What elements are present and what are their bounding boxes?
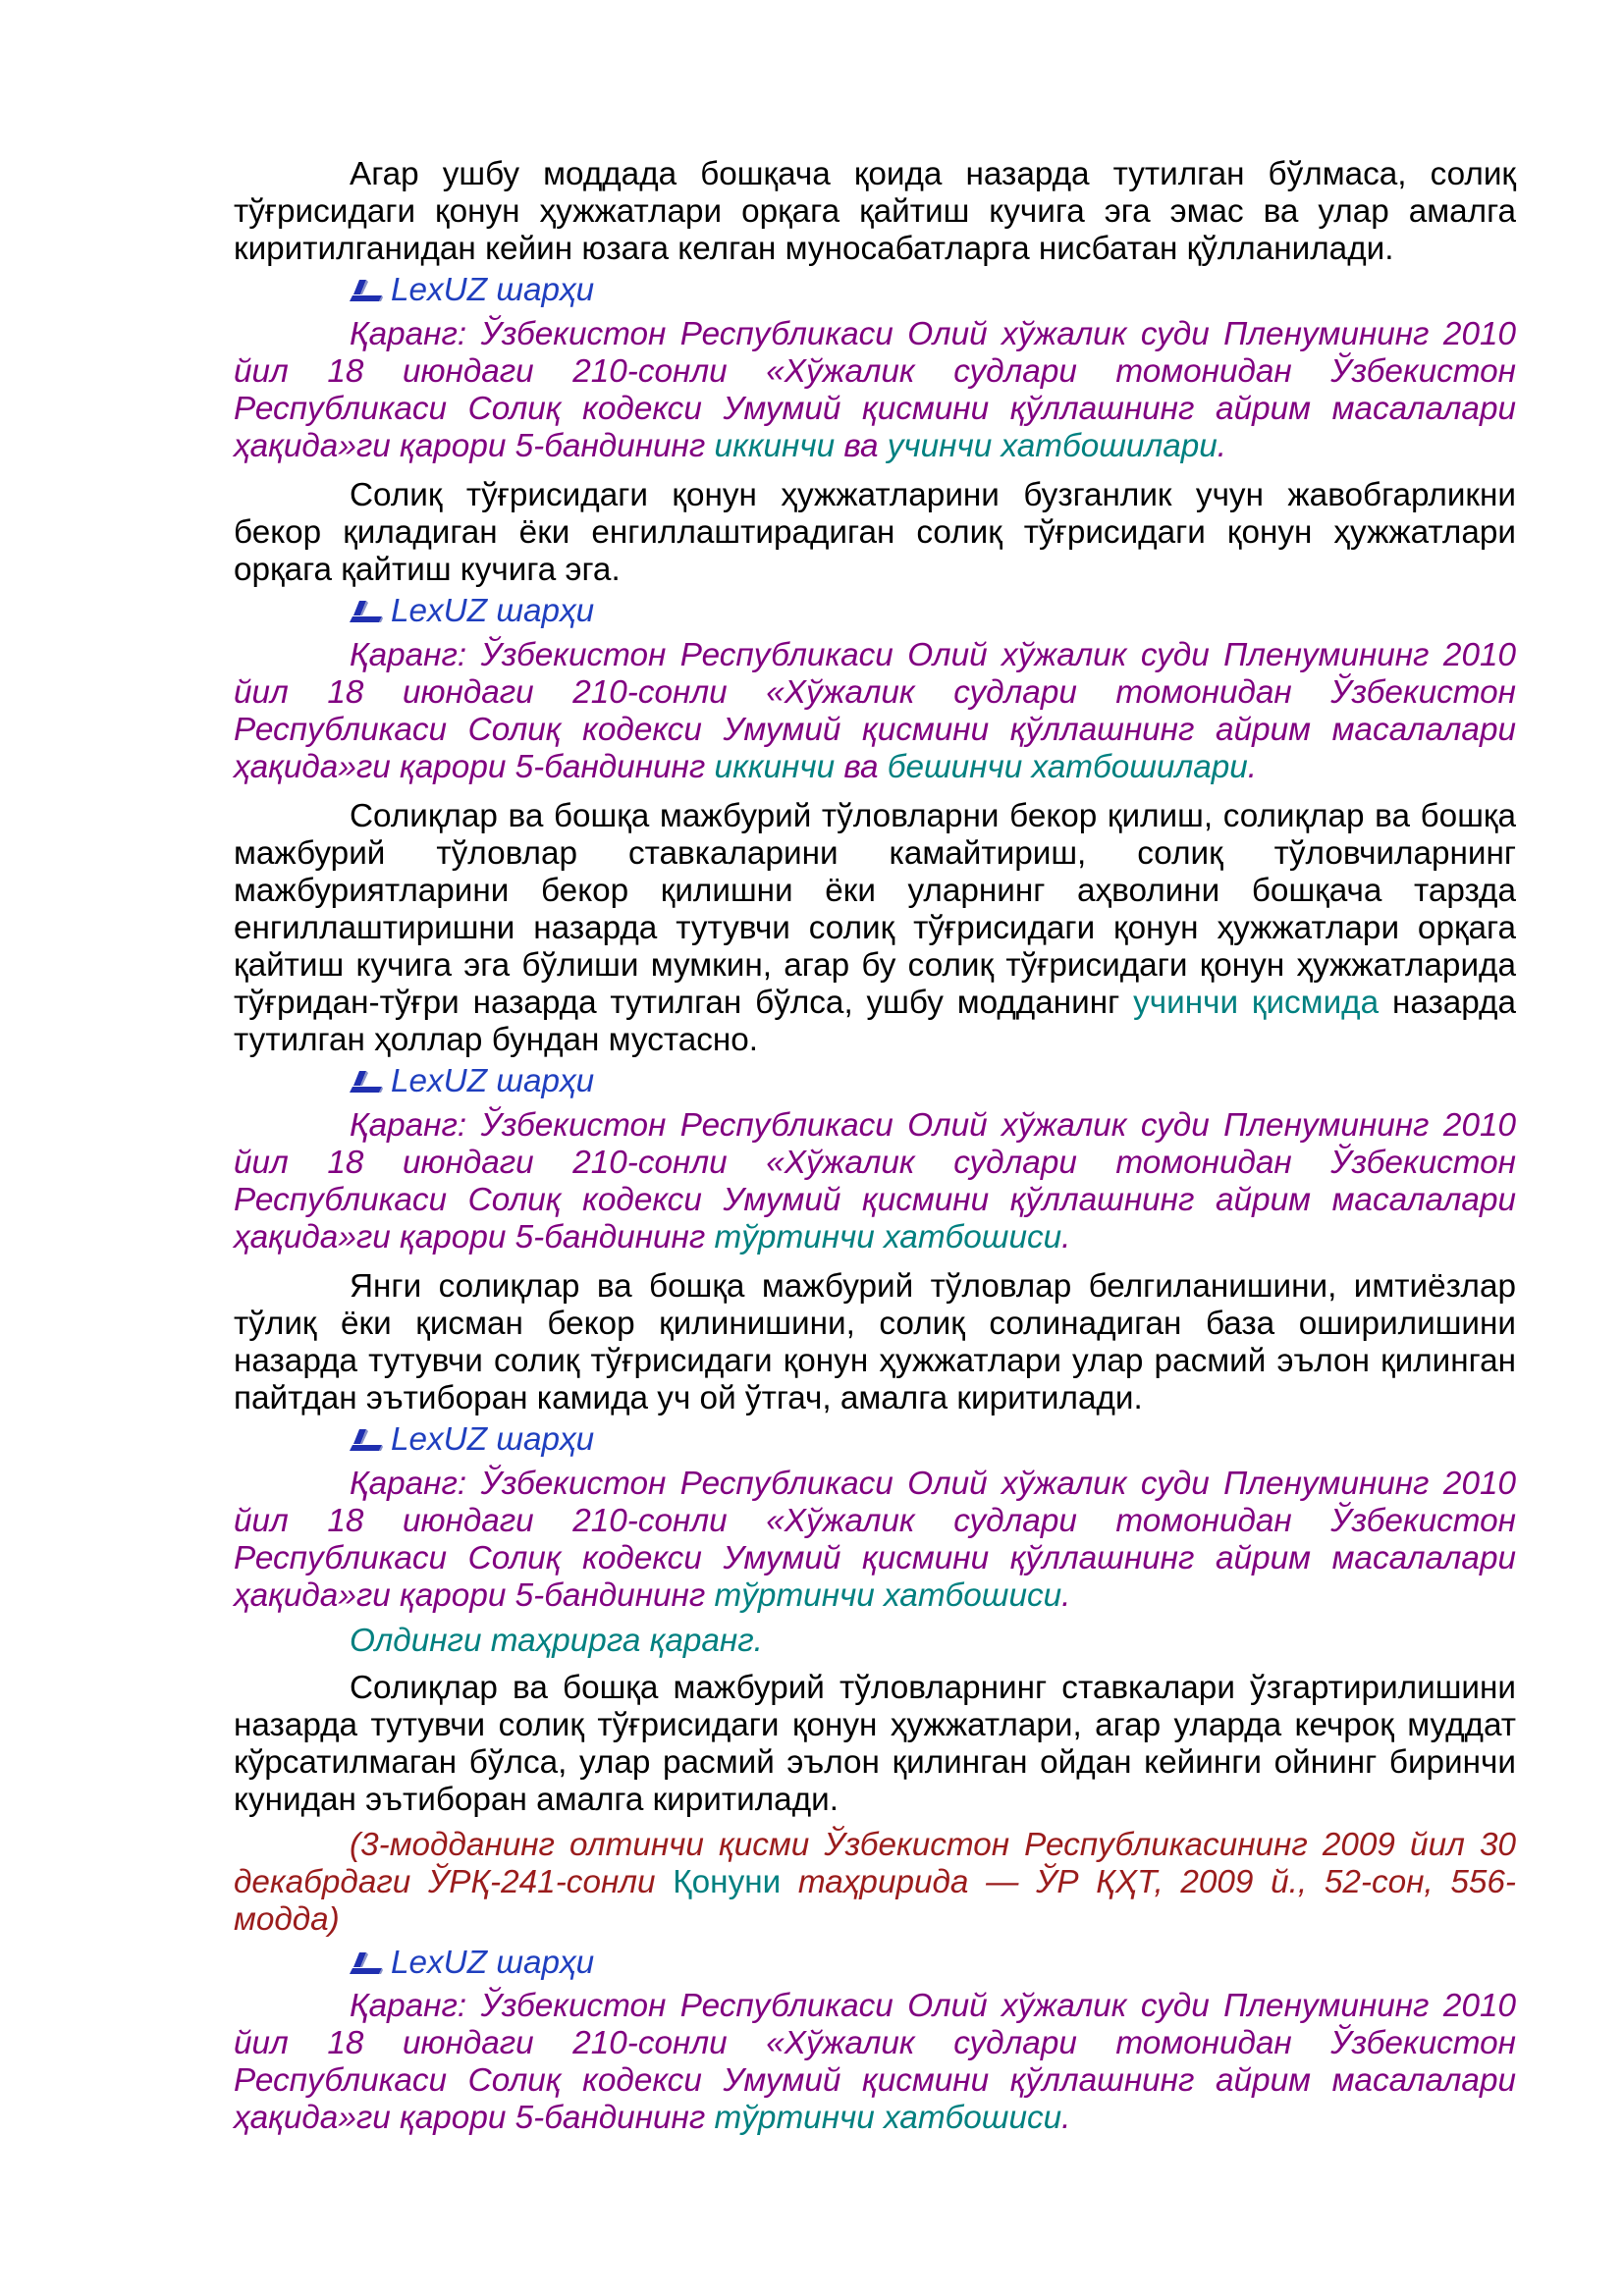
lexuz-logo-icon	[350, 1428, 383, 1452]
article-content	[234, 156, 1516, 2137]
paragraph-text: Агар ушбу моддада бошқача қоида назарда тутилган бўлмаса, солиқ тўғрисидаги қонун ҳужжатлари орқага қайтиш кучига эга эмас ва улар амалга киритилганидан кейин юзага келган муносабатларга нисбатан қўлланилади.	[234, 156, 1516, 267]
reference-text: Қаранг: Ўзбекистон Республикаси Олий хўжалик суди Пленумининг 2010 йил 18 июндаги 210-сонли «Хўжалик судлари томонидан Ўзбекистон Республикаси Солиқ кодекси Умумий қисмини қўллашнинг айрим масалалари ҳақида»ги қарори 5-бандининг	[234, 1988, 1516, 2136]
reference-text: Қаранг: Ўзбекистон Республикаси Олий хўжалик суди Пленумининг 2010 йил 18 июндаги 210-сонли «Хўжалик судлари томонидан Ўзбекистон Республикаси Солиқ кодекси Умумий қисмини қўллашнинг айрим масалалари ҳақида»ги қарори 5-бандининг	[234, 1107, 1516, 1255]
lexuz-commentary-label[interactable]: LexUZ шарҳи	[391, 1945, 595, 1981]
article-paragraph	[234, 156, 1516, 268]
reference-end: .	[1061, 1219, 1071, 1255]
reference-joiner: ва	[835, 749, 888, 785]
article-part-three-link[interactable]: учинчи қисмида	[1133, 985, 1380, 1021]
reference-link-third-paragraph[interactable]: учинчи хатбошилари	[887, 428, 1218, 464]
lexuz-commentary-label[interactable]: LexUZ шарҳи	[391, 272, 595, 308]
reference-end: .	[1247, 749, 1258, 785]
reference-joiner: ва	[835, 428, 888, 464]
paragraph-text: Янги солиқлар ва бошқа мажбурий тўловлар белгиланишини, имтиёзлар тўлиқ ёки қисман бекор қилинишини, солиқ солинадиган база оширилишини назарда тутувчи солиқ тўғрисидаги қонун ҳужжатлари улар расмий эълон қилинган пайтдан эътиборан камида уч ой ўтгач, амалга киритилади.	[234, 1268, 1516, 1416]
article-paragraph	[234, 1670, 1516, 1819]
reference-link-fourth-paragraph[interactable]: тўртинчи хатбошиси	[714, 1219, 1062, 1255]
reference-end: .	[1217, 428, 1227, 464]
plenum-reference	[234, 1988, 1516, 2137]
plenum-reference	[234, 637, 1516, 786]
paragraph-text: назарда тутилган ҳоллар бундан мустасно.	[234, 985, 1516, 1058]
amending-law-link[interactable]: Қонуни	[673, 1864, 782, 1900]
previous-edition	[234, 1623, 1516, 1660]
amendment-note-text: таҳририда — ЎР ҚҲТ, 2009 й., 52-сон, 556-модда)	[234, 1864, 1517, 1938]
lexuz-commentary-toggle[interactable]	[234, 1421, 1516, 1459]
lexuz-logo-icon	[350, 1070, 383, 1094]
lexuz-logo-icon	[350, 1951, 383, 1975]
reference-text: Қаранг: Ўзбекистон Республикаси Олий хўжалик суди Пленумининг 2010 йил 18 июндаги 210-сонли «Хўжалик судлари томонидан Ўзбекистон Республикаси Солиқ кодекси Умумий қисмини қўллашнинг айрим масалалари ҳақида»ги қарори 5-бандининг	[234, 637, 1516, 785]
lexuz-commentary-toggle[interactable]	[234, 593, 1516, 630]
lexuz-commentary-toggle[interactable]	[234, 272, 1516, 309]
reference-link-fifth-paragraph[interactable]: бешинчи хатбошилари	[887, 749, 1248, 785]
paragraph-text: Солиқлар ва бошқа мажбурий тўловларни бекор қилиш, солиқлар ва бошқа мажбурий тўловлар ставкаларини камайтириш, солиқ тўловчиларнинг мажбуриятларини бекор қилишни ёки уларнинг аҳволини бошқача тарзда енгиллаштиришни назарда тутувчи солиқ тўғрисидаги қонун ҳужжатлари орқага қайтиш кучига эга бўлиши мумкин, агар бу солиқ тўғрисидаги қонун ҳужжатларида тўғридан-тўғри назарда тутилган бўлса, ушбу модданинг	[234, 798, 1516, 1021]
lexuz-commentary-label[interactable]: LexUZ шарҳи	[391, 593, 595, 629]
reference-text: Қаранг: Ўзбекистон Республикаси Олий хўжалик суди Пленумининг 2010 йил 18 июндаги 210-сонли «Хўжалик судлари томонидан Ўзбекистон Республикаси Солиқ кодекси Умумий қисмини қўллашнинг айрим масалалари ҳақида»ги қарори 5-бандининг	[234, 1466, 1516, 1614]
lexuz-commentary-label[interactable]: LexUZ шарҳи	[391, 1421, 595, 1458]
reference-end: .	[1061, 1577, 1071, 1614]
amendment-note-text: (3-модданинг олтинчи қисми Ўзбекистон Республикасининг 2009 йил 30 декабрдаги ЎРҚ-241-сонли	[234, 1827, 1516, 1900]
article-paragraph	[234, 798, 1516, 1059]
paragraph-text: Солиқлар ва бошқа мажбурий тўловларнинг ставкалари ўзгартирилишини назарда тутувчи солиқ тўғрисидаги қонун ҳужжатлари, агар уларда кечроқ муддат кўрсатилмаган бўлса, улар расмий эълон қилинган ойдан кейинги ойнинг биринчи кунидан эътиборан амалга киритилади.	[234, 1670, 1516, 1818]
amendment-note	[234, 1827, 1516, 1939]
lexuz-logo-icon	[350, 600, 383, 623]
lexuz-logo-icon	[350, 279, 383, 302]
reference-text: Қаранг: Ўзбекистон Республикаси Олий хўжалик суди Пленумининг 2010 йил 18 июндаги 210-сонли «Хўжалик судлари томонидан Ўзбекистон Республикаси Солиқ кодекси Умумий қисмини қўллашнинг айрим масалалари ҳақида»ги қарори 5-бандининг	[234, 316, 1516, 464]
article-paragraph	[234, 1268, 1516, 1417]
reference-link-second-paragraph[interactable]: иккинчи	[714, 749, 836, 785]
plenum-reference	[234, 1466, 1516, 1615]
previous-edition-link[interactable]: Олдинги таҳрирга қаранг.	[350, 1623, 763, 1659]
paragraph-text: Солиқ тўғрисидаги қонун ҳужжатларини бузганлик учун жавобгарликни бекор қиладиган ёки енгиллаштирадиган солиқ тўғрисидаги қонун ҳужжатлари орқага қайтиш кучига эга.	[234, 477, 1516, 588]
lexuz-commentary-label[interactable]: LexUZ шарҳи	[391, 1063, 595, 1099]
lexuz-commentary-toggle[interactable]	[234, 1063, 1516, 1100]
plenum-reference	[234, 316, 1516, 465]
reference-end: .	[1061, 2100, 1071, 2136]
plenum-reference	[234, 1107, 1516, 1256]
lexuz-commentary-toggle[interactable]	[234, 1945, 1516, 1982]
reference-link-fourth-paragraph[interactable]: тўртинчи хатбошиси	[714, 1577, 1062, 1614]
article-paragraph	[234, 477, 1516, 589]
reference-link-fourth-paragraph[interactable]: тўртинчи хатбошиси	[714, 2100, 1062, 2136]
reference-link-second-paragraph[interactable]: иккинчи	[714, 428, 836, 464]
